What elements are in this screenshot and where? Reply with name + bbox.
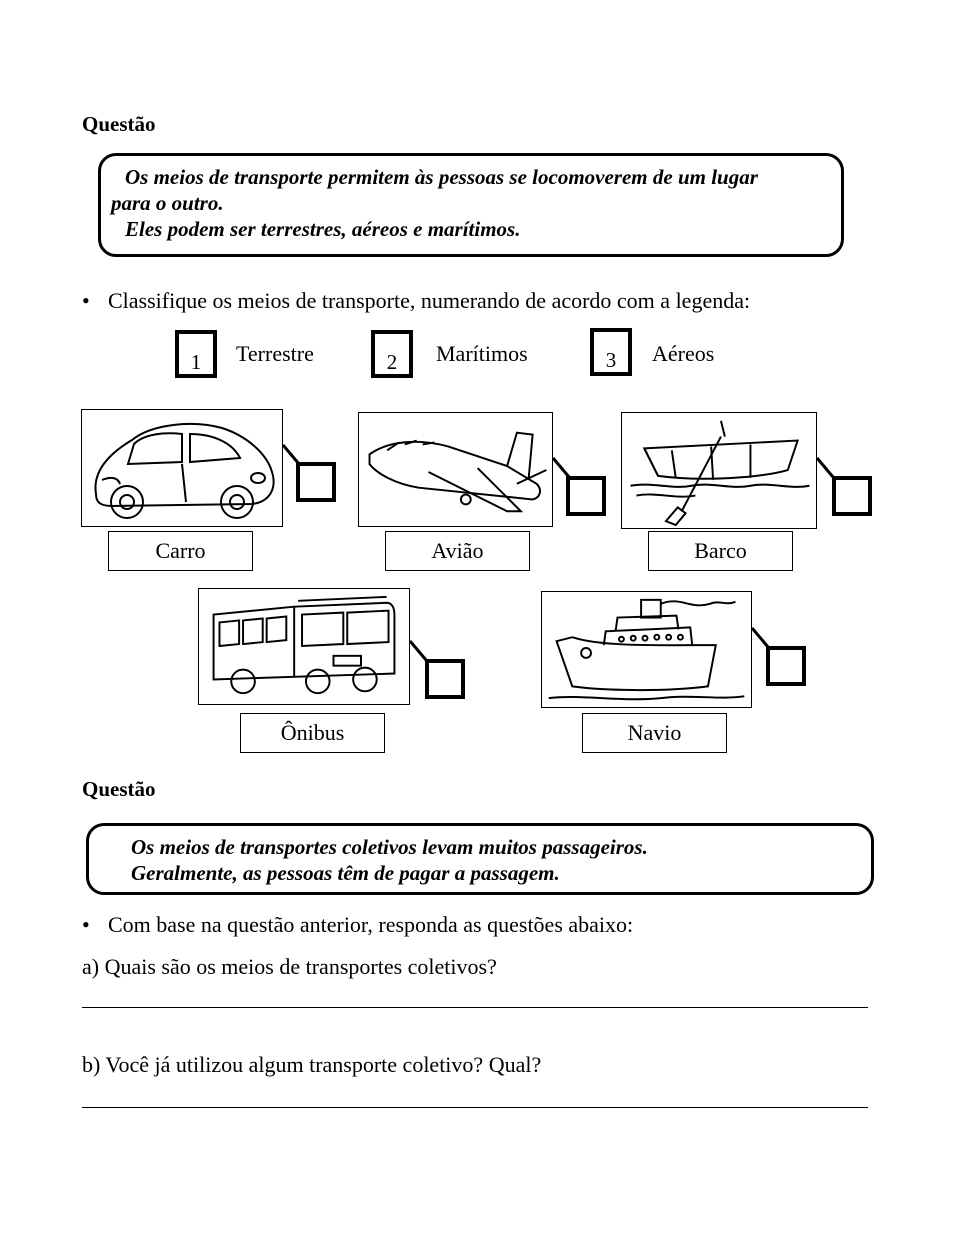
instruction-classify — [82, 288, 750, 314]
info-box-transport-types — [98, 153, 844, 257]
section1-heading: Questão — [82, 112, 156, 136]
answer-box-aviao[interactable] — [566, 476, 606, 516]
rowboat-icon — [622, 413, 816, 528]
answer-line-a[interactable] — [82, 1007, 868, 1008]
answer-box-carro[interactable] — [296, 462, 336, 502]
info-box-collective-transport — [86, 823, 874, 895]
legend-label: Marítimos — [436, 341, 528, 366]
instruction-answer — [82, 912, 633, 938]
legend-label: Terrestre — [236, 341, 314, 366]
section2-heading: Questão — [82, 777, 156, 801]
ship-picture — [541, 591, 752, 708]
vehicle-label-aviao: Avião — [385, 531, 530, 571]
instruction-text: Classifique os meios de transporte, numerando de acordo com a legenda: — [108, 288, 751, 313]
legend-number-box: 1 — [175, 330, 217, 378]
bullet-icon: • — [82, 912, 90, 937]
airplane-icon — [359, 413, 552, 526]
vehicle-label-navio: Navio — [582, 713, 727, 753]
vehicle-label-barco: Barco — [648, 531, 793, 571]
vehicle-label-carro: Carro — [108, 531, 253, 571]
car-picture — [81, 409, 283, 527]
answer-box-barco[interactable] — [832, 476, 872, 516]
bus-picture — [198, 588, 410, 705]
info-line: Os meios de transporte permitem às pessoas se locomoverem de um lugar — [125, 165, 758, 189]
legend-number-box: 3 — [590, 328, 632, 376]
bus-icon — [199, 589, 409, 704]
vehicle-label-onibus: Ônibus — [240, 713, 385, 753]
car-icon — [82, 410, 282, 526]
legend-label: Aéreos — [652, 341, 715, 366]
bullet-icon: • — [82, 288, 90, 313]
answer-box-onibus[interactable] — [425, 659, 465, 699]
airplane-picture — [358, 412, 553, 527]
info-line: para o outro. — [111, 191, 224, 215]
rowboat-picture — [621, 412, 817, 529]
answer-line-b[interactable] — [82, 1107, 868, 1108]
info-line: Geralmente, as pessoas têm de pagar a passagem. — [131, 861, 560, 885]
info-line: Eles podem ser terrestres, aéreos e marítimos. — [125, 217, 521, 241]
answer-box-navio[interactable] — [766, 646, 806, 686]
question-b: b) Você já utilizou algum transporte coletivo? Qual? — [82, 1052, 542, 1077]
ship-icon — [542, 592, 751, 707]
question-a: a) Quais são os meios de transportes coletivos? — [82, 954, 497, 979]
legend-number-box: 2 — [371, 330, 413, 378]
info-line: Os meios de transportes coletivos levam muitos passageiros. — [131, 835, 648, 859]
instruction-text: Com base na questão anterior, responda as questões abaixo: — [108, 912, 634, 937]
